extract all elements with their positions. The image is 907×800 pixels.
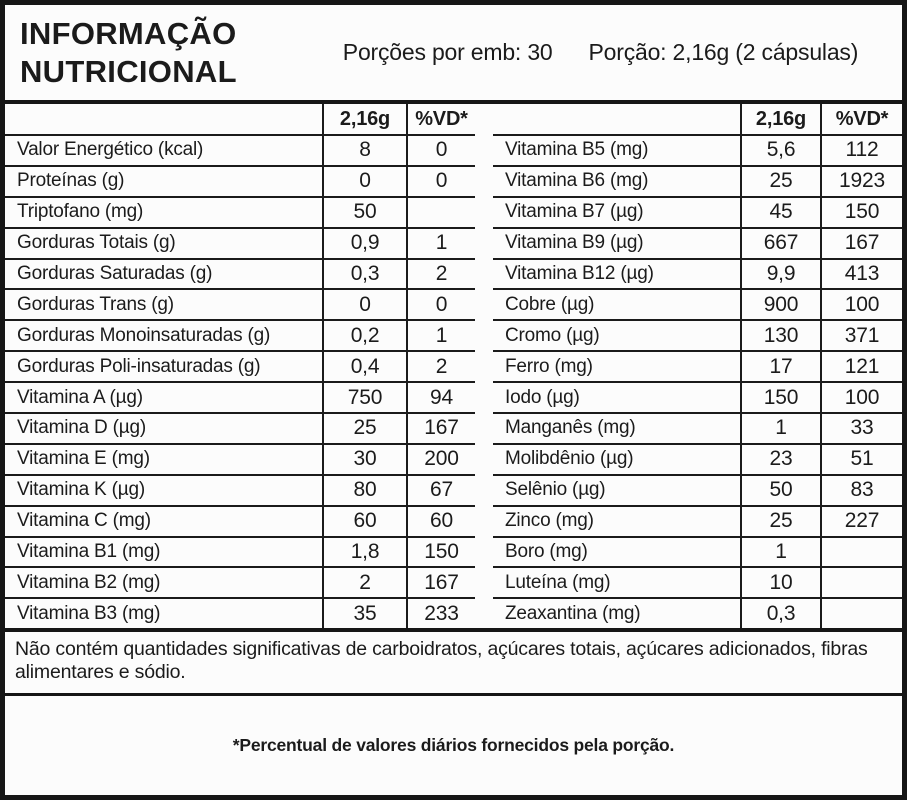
nutrient-name-cell: Cromo (µg) [493,320,741,351]
dv-cell: 2 [407,259,475,290]
amount-cell: 25 [323,413,407,444]
table-row [493,567,902,598]
dv-cell: 233 [407,598,475,628]
table-row [5,259,475,290]
table-row [493,506,902,537]
nutrient-name-cell: Iodo (µg) [493,382,741,413]
amount-cell: 1 [741,537,821,568]
amount-cell: 80 [323,475,407,506]
table-row [5,444,475,475]
amount-cell: 1,8 [323,537,407,568]
nutrient-name-cell: Gorduras Poli-insaturadas (g) [5,351,323,382]
nutrient-name-cell: Zinco (mg) [493,506,741,537]
no-significant-amounts-note: Não contém quantidades significativas de carboidratos, açúcares totais, açúcares adicionados, fibras alimentares e sódio. [5,628,902,693]
amount-cell: 0,3 [323,259,407,290]
label-title [5,15,305,91]
table-row [493,475,902,506]
dv-cell: 167 [821,228,902,259]
daily-values-footnote: *Percentual de valores diários fornecidos pela porção. [5,693,902,795]
amount-cell: 0 [323,166,407,197]
nutrient-name-cell: Boro (mg) [493,537,741,568]
nutrient-name-cell: Cobre (µg) [493,289,741,320]
nutrient-name-cell: Vitamina E (mg) [5,444,323,475]
dv-cell: 83 [821,475,902,506]
label-title-line1: INFORMAÇÃO [20,15,237,51]
nutrient-table-right [493,104,902,628]
amount-cell: 1 [741,413,821,444]
dv-cell: 371 [821,320,902,351]
nutrient-name-cell: Vitamina K (µg) [5,475,323,506]
dv-cell: 1 [407,228,475,259]
nutrient-name-cell: Selênio (µg) [493,475,741,506]
amount-cell: 60 [323,506,407,537]
dv-cell: 1923 [821,166,902,197]
nutrient-name-cell: Gorduras Monoinsaturadas (g) [5,320,323,351]
table-row [493,166,902,197]
nutrient-name-cell: Zeaxantina (mg) [493,598,741,628]
nutrient-name-cell: Vitamina A (µg) [5,382,323,413]
nutrient-name-cell: Vitamina B3 (mg) [5,598,323,628]
nutrient-name-cell: Vitamina B5 (mg) [493,135,741,166]
dv-cell: 2 [407,351,475,382]
table-row [493,259,902,290]
portion-size: Porção: 2,16g (2 cápsulas) [588,39,859,65]
amount-cell: 8 [323,135,407,166]
nutrient-name-cell: Vitamina B6 (mg) [493,166,741,197]
amount-cell: 25 [741,506,821,537]
table-header-row [5,104,475,135]
table-row [5,135,475,166]
dv-cell: 0 [407,166,475,197]
amount-cell: 30 [323,444,407,475]
dv-cell: 51 [821,444,902,475]
dv-column-header: %VD* [407,104,475,135]
table-row [493,598,902,628]
amount-cell: 35 [323,598,407,628]
amount-cell: 5,6 [741,135,821,166]
amount-column-header: 2,16g [323,104,407,135]
nutrient-name-cell: Vitamina B12 (µg) [493,259,741,290]
table-row [493,228,902,259]
nutrient-name-cell: Gorduras Trans (g) [5,289,323,320]
amount-cell: 9,9 [741,259,821,290]
dv-cell: 413 [821,259,902,290]
amount-column-header: 2,16g [741,104,821,135]
dv-cell: 167 [407,413,475,444]
table-row [493,537,902,568]
amount-cell: 17 [741,351,821,382]
table-row [493,135,902,166]
dv-cell: 94 [407,382,475,413]
amount-cell: 0,2 [323,320,407,351]
dv-cell [821,567,902,598]
amount-cell: 0 [323,289,407,320]
dv-cell: 1 [407,320,475,351]
dv-cell [407,197,475,228]
dv-cell: 0 [407,135,475,166]
dv-cell: 121 [821,351,902,382]
amount-cell: 0,9 [323,228,407,259]
servings-per-pack: Porções por emb: 30 [342,39,553,65]
nutrient-name-cell: Proteínas (g) [5,166,323,197]
amount-cell: 50 [323,197,407,228]
amount-cell: 2 [323,567,407,598]
dv-cell: 200 [407,444,475,475]
nutrient-name-cell: Manganês (mg) [493,413,741,444]
empty-header-cell [493,104,741,135]
amount-cell: 10 [741,567,821,598]
table-row [5,506,475,537]
nutrient-name-cell: Vitamina B2 (mg) [5,567,323,598]
table-row [493,413,902,444]
dv-cell: 100 [821,382,902,413]
dv-cell: 112 [821,135,902,166]
amount-cell: 50 [741,475,821,506]
dv-cell [821,537,902,568]
dv-cell: 100 [821,289,902,320]
portion-info [305,39,902,66]
table-row [493,197,902,228]
empty-header-cell [5,104,323,135]
table-row [5,228,475,259]
amount-cell: 45 [741,197,821,228]
dv-column-header: %VD* [821,104,902,135]
table-row [5,537,475,568]
amount-cell: 23 [741,444,821,475]
table-row [493,320,902,351]
label-title-line2: NUTRICIONAL [20,53,237,89]
nutrient-name-cell: Vitamina B7 (µg) [493,197,741,228]
table-row [5,289,475,320]
dv-cell: 167 [407,567,475,598]
table-row [5,598,475,628]
nutrient-name-cell: Luteína (mg) [493,567,741,598]
table-row [5,166,475,197]
dv-cell: 150 [407,537,475,568]
nutrient-name-cell: Vitamina C (mg) [5,506,323,537]
table-row [5,567,475,598]
dv-cell: 67 [407,475,475,506]
table-row [493,351,902,382]
dv-cell: 60 [407,506,475,537]
table-row [493,289,902,320]
dv-cell: 150 [821,197,902,228]
nutrient-name-cell: Vitamina B9 (µg) [493,228,741,259]
table-header-row [493,104,902,135]
amount-cell: 750 [323,382,407,413]
table-row [5,413,475,444]
dv-cell: 33 [821,413,902,444]
nutrient-name-cell: Molibdênio (µg) [493,444,741,475]
amount-cell: 667 [741,228,821,259]
dv-cell [821,598,902,628]
table-row [493,444,902,475]
nutrient-name-cell: Valor Energético (kcal) [5,135,323,166]
nutrient-name-cell: Vitamina B1 (mg) [5,537,323,568]
label-header [5,5,902,104]
dv-cell: 227 [821,506,902,537]
amount-cell: 900 [741,289,821,320]
table-row [5,320,475,351]
nutrient-name-cell: Ferro (mg) [493,351,741,382]
amount-cell: 130 [741,320,821,351]
nutrient-name-cell: Gorduras Totais (g) [5,228,323,259]
table-row [493,382,902,413]
amount-cell: 25 [741,166,821,197]
table-row [5,382,475,413]
table-row [5,197,475,228]
nutrient-name-cell: Triptofano (mg) [5,197,323,228]
amount-cell: 0,3 [741,598,821,628]
table-row [5,475,475,506]
nutrient-table-left [5,104,475,628]
amount-cell: 0,4 [323,351,407,382]
nutrient-tables [5,104,902,628]
amount-cell: 150 [741,382,821,413]
nutrient-name-cell: Gorduras Saturadas (g) [5,259,323,290]
nutrient-name-cell: Vitamina D (µg) [5,413,323,444]
table-row [5,351,475,382]
dv-cell: 0 [407,289,475,320]
